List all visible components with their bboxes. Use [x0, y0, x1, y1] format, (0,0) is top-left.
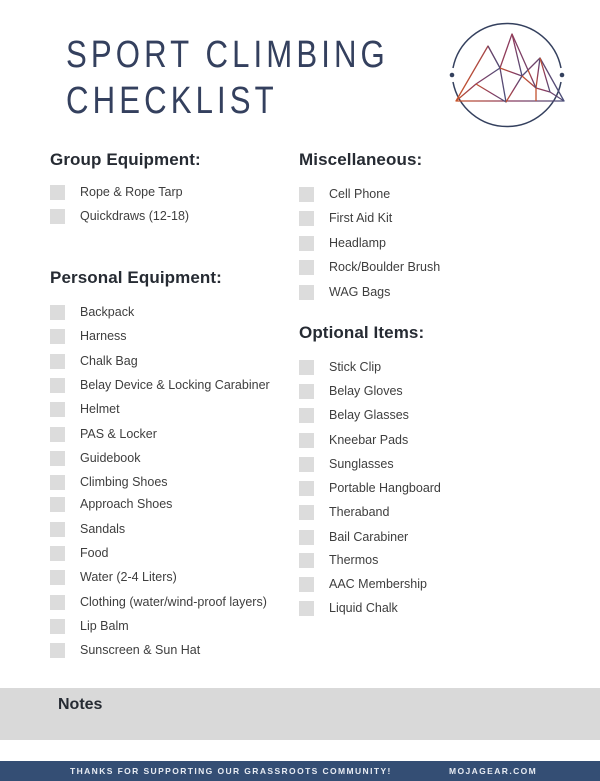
checkbox[interactable]: [50, 570, 65, 585]
checklist-item[interactable]: [50, 494, 172, 514]
checkbox[interactable]: [50, 402, 65, 417]
item-label: Portable Hangboard: [329, 481, 441, 495]
checkbox[interactable]: [299, 236, 314, 251]
checklist-item[interactable]: [299, 430, 408, 450]
checkbox[interactable]: [299, 577, 314, 592]
checkbox[interactable]: [50, 595, 65, 610]
item-label: Chalk Bag: [80, 354, 138, 368]
checklist-item[interactable]: [299, 478, 441, 498]
item-label: Cell Phone: [329, 187, 391, 201]
item-label: Lip Balm: [80, 619, 129, 633]
checklist-item[interactable]: [50, 640, 200, 660]
checkbox[interactable]: [50, 305, 65, 320]
section-title: Personal Equipment:: [50, 268, 222, 287]
checklist-item[interactable]: [299, 357, 381, 377]
section-miscellaneous: [299, 150, 499, 310]
checklist-item[interactable]: [50, 375, 270, 395]
item-label: Helmet: [80, 402, 120, 416]
item-label: Rock/Boulder Brush: [329, 260, 441, 274]
checkbox[interactable]: [299, 211, 314, 226]
section-group-equipment: [50, 150, 280, 230]
item-label: Guidebook: [80, 451, 141, 465]
checkbox[interactable]: [299, 433, 314, 448]
checkbox[interactable]: [50, 329, 65, 344]
checklist-item[interactable]: [299, 208, 392, 228]
checklist-item[interactable]: [50, 519, 125, 539]
item-label: Quickdraws (12-18): [80, 209, 190, 223]
checklist-item[interactable]: [50, 592, 267, 612]
checklist-item[interactable]: [299, 405, 409, 425]
item-label: Belay Gloves: [329, 384, 403, 398]
section-optional-items: [299, 323, 499, 623]
item-label: PAS & Locker: [80, 427, 157, 441]
item-label: First Aid Kit: [329, 211, 393, 225]
checkbox[interactable]: [299, 505, 314, 520]
checkbox[interactable]: [50, 185, 65, 200]
checkbox[interactable]: [50, 475, 65, 490]
item-label: Sunscreen & Sun Hat: [80, 643, 201, 657]
checklist-item[interactable]: [299, 550, 378, 570]
section-title: Miscellaneous:: [299, 150, 423, 169]
checkbox[interactable]: [50, 354, 65, 369]
checkbox[interactable]: [299, 285, 314, 300]
item-label: Stick Clip: [329, 360, 382, 374]
checklist-item[interactable]: [299, 381, 403, 401]
checklist-item[interactable]: [299, 233, 386, 253]
checkbox[interactable]: [299, 481, 314, 496]
checklist-item[interactable]: [50, 182, 183, 202]
title-line-1: SPORT CLIMBING: [66, 34, 389, 76]
item-label: Belay Glasses: [329, 408, 409, 422]
checkbox[interactable]: [299, 530, 314, 545]
checklist-item[interactable]: [50, 399, 120, 419]
item-label: Rope & Rope Tarp: [80, 185, 183, 199]
item-label: Sandals: [80, 522, 126, 536]
checklist-item[interactable]: [50, 472, 168, 492]
checklist-item[interactable]: [299, 574, 427, 594]
checkbox[interactable]: [50, 546, 65, 561]
section-title: Optional Items:: [299, 323, 425, 342]
item-label: Climbing Shoes: [80, 475, 168, 489]
item-label: AAC Membership: [329, 577, 427, 591]
item-label: Clothing (water/wind-proof layers): [80, 595, 267, 609]
checklist-item[interactable]: [50, 326, 127, 346]
footer-thanks-text: THANKS FOR SUPPORTING OUR GRASSROOTS COMMUNITY!: [70, 766, 392, 776]
checklist-item[interactable]: [299, 282, 390, 302]
checkbox[interactable]: [299, 384, 314, 399]
checklist-item[interactable]: [50, 567, 177, 587]
item-label: Harness: [80, 329, 127, 343]
checkbox[interactable]: [299, 601, 314, 616]
page-title: [66, 32, 389, 124]
checklist-item[interactable]: [50, 206, 189, 226]
checklist-item[interactable]: [299, 598, 398, 618]
checklist-item[interactable]: [50, 616, 129, 636]
item-label: Approach Shoes: [80, 497, 173, 511]
item-label: Kneebar Pads: [329, 433, 409, 447]
checkbox[interactable]: [299, 408, 314, 423]
checkbox[interactable]: [299, 457, 314, 472]
checklist-item[interactable]: [299, 502, 389, 522]
checklist-item[interactable]: [50, 424, 157, 444]
item-label: Belay Device & Locking Carabiner: [80, 378, 270, 392]
mountain-logo-icon: [440, 8, 574, 142]
checklist-item[interactable]: [50, 302, 134, 322]
item-label: Theraband: [329, 505, 390, 519]
checkbox[interactable]: [299, 360, 314, 375]
checkbox[interactable]: [50, 378, 65, 393]
item-label: Thermos: [329, 553, 379, 567]
notes-title: Notes: [58, 696, 103, 713]
item-label: Food: [80, 546, 109, 560]
checklist-item[interactable]: [299, 257, 440, 277]
item-label: Backpack: [80, 305, 135, 319]
item-label: Headlamp: [329, 236, 386, 250]
checkbox[interactable]: [299, 187, 314, 202]
checkbox[interactable]: [299, 260, 314, 275]
section-personal-equipment: [50, 268, 290, 668]
item-label: Sunglasses: [329, 457, 394, 471]
checkbox[interactable]: [50, 522, 65, 537]
checkbox[interactable]: [50, 427, 65, 442]
checkbox[interactable]: [50, 209, 65, 224]
checklist-item[interactable]: [50, 448, 140, 468]
checkbox[interactable]: [299, 553, 314, 568]
notes-area[interactable]: [0, 688, 600, 740]
checkbox[interactable]: [50, 619, 65, 634]
checkbox[interactable]: [50, 497, 65, 512]
footer-bar: [0, 761, 600, 781]
checklist-item[interactable]: [50, 543, 109, 563]
checklist-item[interactable]: [50, 351, 138, 371]
checklist-item[interactable]: [299, 454, 394, 474]
item-label: Bail Carabiner: [329, 530, 409, 544]
title-line-2: CHECKLIST: [66, 80, 278, 122]
checkbox[interactable]: [50, 643, 65, 658]
item-label: Liquid Chalk: [329, 601, 398, 615]
item-label: Water (2-4 Liters): [80, 570, 177, 584]
item-label: WAG Bags: [329, 285, 391, 299]
checkbox[interactable]: [50, 451, 65, 466]
section-title: Group Equipment:: [50, 150, 201, 169]
checklist-item[interactable]: [299, 527, 408, 547]
checklist-item[interactable]: [299, 184, 390, 204]
footer-website-link[interactable]: MOJAGEAR.COM: [449, 766, 538, 776]
